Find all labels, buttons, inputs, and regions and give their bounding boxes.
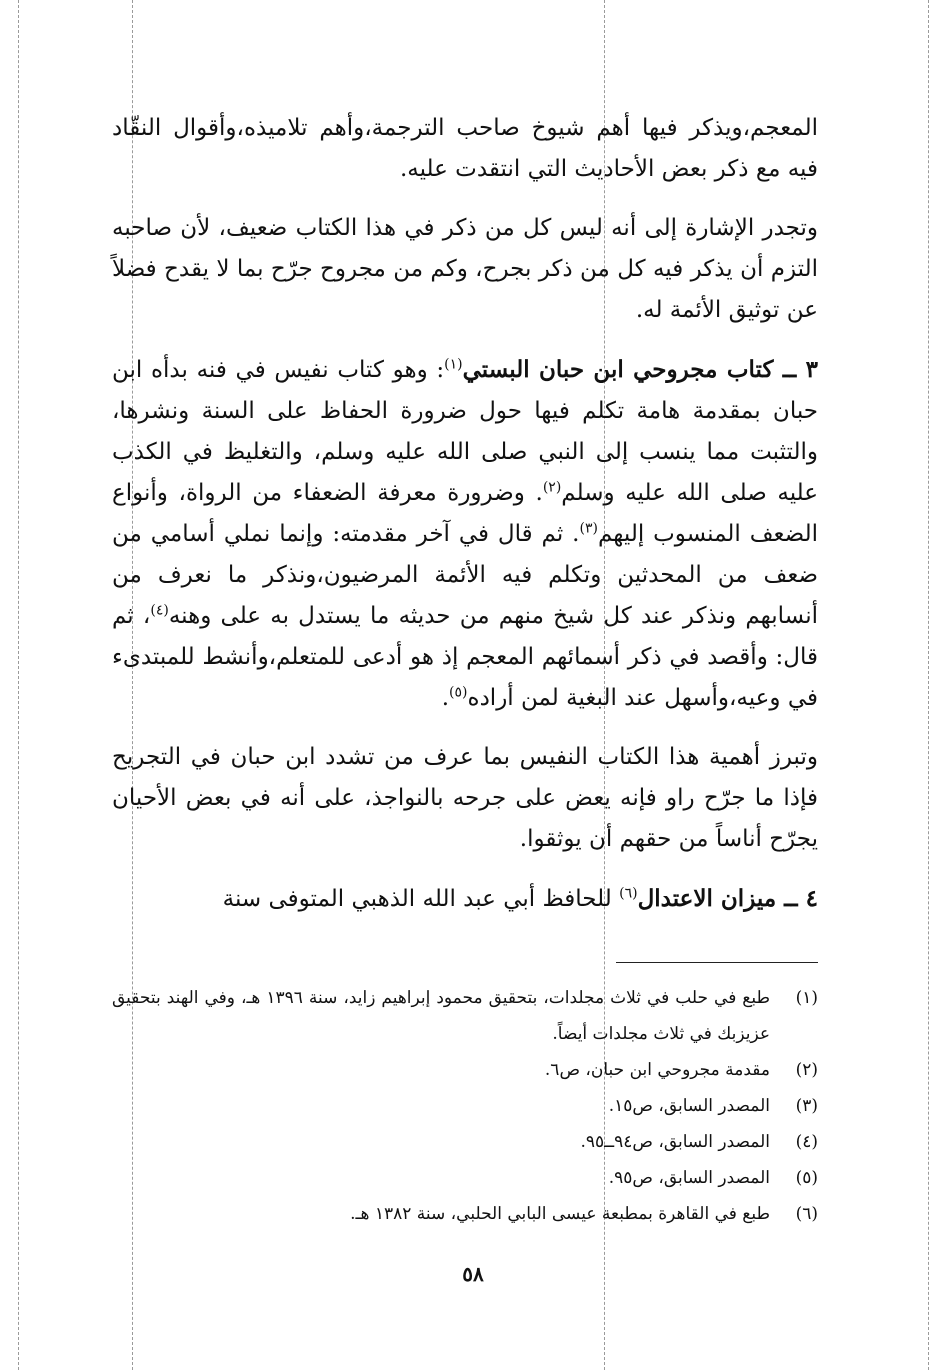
footnote-item	[112, 1124, 818, 1160]
paragraph-text: . وضرورة معرفة الضعفاء من الرواة، وأنواع الضعف المنسوب إليهم	[112, 480, 818, 547]
footnote-ref-3: (٣)	[579, 520, 598, 537]
paragraph-text: .	[441, 685, 450, 711]
footnote-text: المصدر السابق، ص٩٥.	[608, 1168, 770, 1188]
margin-guide-right	[928, 0, 929, 1370]
paragraph-text: . ثم قال في آخر مقدمته: وإنما نملي أسامي من ضعف من المحدثين وتكلم فيه الأئمة المرضيون،ونذكر ما نعرف من أنسابهم ونذكر عند كل شيخ منهم من حديثه ما يستدل به على وهنه	[112, 521, 818, 629]
footnote-ref-4: (٤)	[150, 602, 169, 619]
paragraph-text: المعجم،ويذكر فيها أهم شيوخ صاحب الترجمة،وأهم تلاميذه،وأقوال النقّاد فيه مع ذكر بعض الأحاديث التي انتقدت عليه.	[112, 115, 818, 182]
footnote-ref-1: (١)	[444, 356, 463, 373]
page-number: ٥٨	[462, 1262, 484, 1286]
section-heading-4: ٤ ــ ميزان الاعتدال	[637, 885, 818, 912]
footnote-item	[112, 980, 818, 1052]
footnote-text: مقدمة مجروحي ابن حبان، ص٦.	[544, 1060, 770, 1080]
footnote-number: (٦)	[795, 1204, 818, 1224]
footnotes-list	[112, 980, 818, 1232]
paragraph-text: ، ثم قال: وأقصد في ذكر أسمائهم المعجم إذ هو أدعى للمتعلم،وأنشط للمبتدىء في وعيه،وأسهل عند البغية لمن أراده	[112, 603, 818, 711]
paragraph-3	[112, 349, 818, 719]
footnote-item	[112, 1196, 818, 1232]
footnote-number: (٢)	[795, 1060, 818, 1080]
paragraph-text: : وهو كتاب نفيس في فنه بدأه ابن حبان بمقدمة هامة تكلم فيها حول ضرورة الحفاظ على السنة ونشرها، والتثبت مما ينسب إلى النبي صلى الله عليه وسلم، والتغليظ في الكذب عليه صلى الله عليه وسلم	[112, 357, 818, 506]
footnote-item	[112, 1160, 818, 1196]
footnote-separator	[616, 962, 818, 963]
footnote-text: المصدر السابق، ص٩٤ــ٩٥.	[580, 1132, 770, 1152]
footnote-ref-6: (٦)	[619, 885, 638, 902]
paragraph-text: وتجدر الإشارة إلى أنه ليس كل من ذكر في هذا الكتاب ضعيف، لأن صاحبه التزم أن يذكر فيه كل من ذكر بجرح، وكم من مجروح جرّح بما لا يقدح فضلاً عن توثيق الأئمة له.	[112, 215, 818, 323]
footnote-number: (٤)	[795, 1132, 818, 1152]
footnote-text: طبع في القاهرة بمطبعة عيسى البابي الحلبي، سنة ١٣٨٢ هـ.	[350, 1204, 770, 1224]
footnote-text: طبع في حلب في ثلاث مجلدات، بتحقيق محمود إبراهيم زايد، سنة ١٣٩٦ هـ، وفي الهند بتحقيق عزيزبك في ثلاث مجلدات أيضاً.	[112, 988, 770, 1044]
paragraph-1	[112, 108, 818, 190]
footnote-number: (٣)	[795, 1096, 818, 1116]
section-heading-3: ٣ ــ كتاب مجروحي ابن حبان البستي	[462, 356, 818, 383]
footnote-number: (٥)	[795, 1168, 818, 1188]
page-body	[112, 108, 818, 938]
paragraph-text: للحافظ أبي عبد الله الذهبي المتوفى سنة	[222, 886, 620, 912]
margin-guide-left	[18, 0, 19, 1370]
paragraph-2	[112, 208, 818, 331]
footnote-ref-5: (٥)	[449, 684, 468, 701]
footnote-item	[112, 1088, 818, 1124]
footnote-item	[112, 1052, 818, 1088]
footnote-ref-2: (٢)	[542, 479, 562, 496]
paragraph-text: وتبرز أهمية هذا الكتاب النفيس بما عرف من تشدد ابن حبان في التجريح فإذا ما جرّح راو فإنه يعض على جرحه بالنواجذ، على أنه في بعض الأحيان يجرّح أناساً من حقهم أن يوثقوا.	[112, 744, 818, 852]
paragraph-4	[112, 737, 818, 860]
footnote-text: المصدر السابق، ص١٥.	[608, 1096, 770, 1116]
paragraph-5	[112, 878, 818, 920]
footnote-number: (١)	[795, 988, 818, 1008]
